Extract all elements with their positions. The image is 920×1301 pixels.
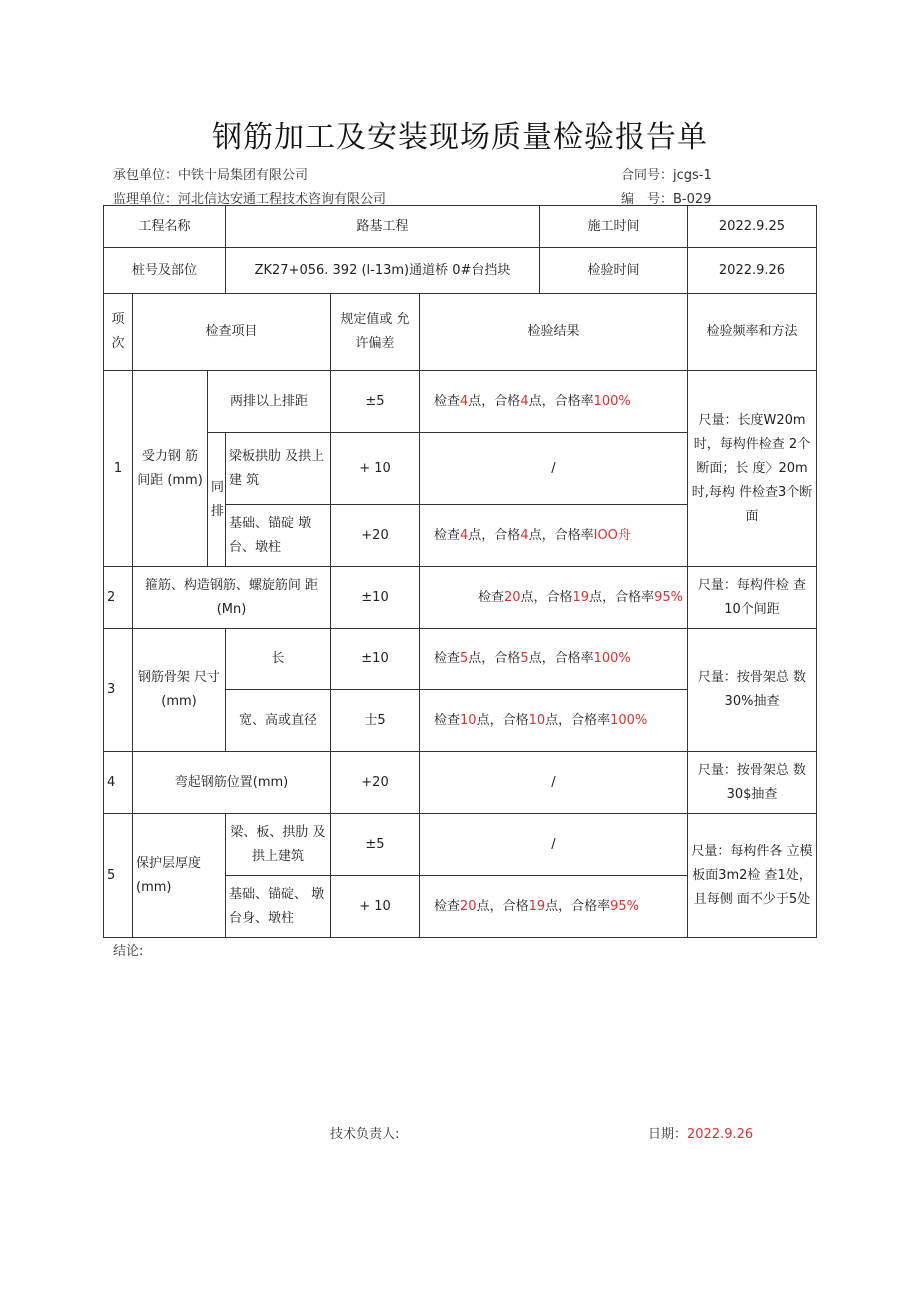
result-text: 点，合格率 xyxy=(528,527,594,543)
method-3: 尺量：按骨架总 数30%抽查 xyxy=(688,629,817,752)
col-item-no: 项次 xyxy=(104,294,133,371)
report-title: 钢筋加工及安装现场质量检验报告单 xyxy=(212,120,708,155)
project-name-value: 路基工程 xyxy=(226,206,540,248)
result-text: 检查 xyxy=(434,393,461,409)
col-method: 检验频率和方法 xyxy=(688,294,817,371)
result-rate: 100% xyxy=(610,712,648,728)
contract-no-line xyxy=(621,164,712,183)
sub-item-1a: 两排以上排距 xyxy=(208,371,331,433)
construction-time-label: 施工时间 xyxy=(540,206,688,248)
result-text: 点，合格 xyxy=(468,651,521,666)
sub-item-1b: 梁板拱肋 及拱上建 筑 xyxy=(226,433,331,505)
result-count: 20 xyxy=(503,589,521,605)
item-no-2: 2 xyxy=(104,567,133,629)
item-no-5: 5 xyxy=(104,814,133,938)
sub-item-1c: 基础、锚碇 墩台、墩柱 xyxy=(226,505,331,567)
contract-no-label: 合同号： xyxy=(621,168,674,183)
tolerance-4: +20 xyxy=(331,752,420,814)
result-1c xyxy=(420,505,688,567)
method-2: 尺量：每构件检 查10个间距 xyxy=(688,567,817,629)
table-row xyxy=(104,814,817,876)
result-count: 5 xyxy=(460,651,469,666)
result-4: / xyxy=(420,752,688,814)
result-text: 检查 xyxy=(434,651,461,666)
result-pass: 10 xyxy=(528,712,546,728)
result-text: 检查 xyxy=(434,712,461,728)
sub-item-5a: 梁、板、拱肋 及拱上建筑 xyxy=(226,814,331,876)
date-line xyxy=(648,1123,753,1142)
result-rate: 95% xyxy=(610,898,640,914)
method-1: 尺量：长度W20m 时，每构件检查 2个断面；长 度〉20m时,每构 件检查3个断面 xyxy=(688,371,817,567)
result-1a xyxy=(420,371,688,433)
sub-item-5b: 基础、锚碇、 墩台身、墩柱 xyxy=(226,876,331,938)
table-row xyxy=(104,752,817,814)
result-text: 点，合格率 xyxy=(528,651,594,666)
inspection-time-value: 2022.9.26 xyxy=(688,248,817,294)
item-name-4: 弯起钢筋位置(mm) xyxy=(133,752,331,814)
item-no-1: 1 xyxy=(104,371,133,567)
result-count: 10 xyxy=(460,712,477,728)
result-rate: IOO舟 xyxy=(593,527,631,543)
info-row-location xyxy=(104,248,817,294)
location-label: 桩号及部位 xyxy=(104,248,226,294)
result-pass: 19 xyxy=(572,589,590,605)
tolerance-1a: ±5 xyxy=(331,371,420,433)
result-rate: 100% xyxy=(593,393,631,409)
result-5b xyxy=(420,876,688,938)
item-name-2: 箍筋、构造钢筋、螺旋筋间 距(Mn) xyxy=(133,567,331,629)
serial-no-label: 编 号： xyxy=(621,192,674,207)
contract-no-value: jcgs-1 xyxy=(673,168,712,183)
result-pass: 5 xyxy=(520,651,529,666)
result-pass: 19 xyxy=(528,898,546,914)
info-row-project xyxy=(104,206,817,248)
col-tolerance: 规定值或 允许偏差 xyxy=(331,294,420,371)
result-text: 点，合格 xyxy=(476,898,529,914)
supervisor-value: 河北信达安通工程技术咨询有限公司 xyxy=(178,192,387,207)
result-rate: 100% xyxy=(593,651,631,666)
sub-item-3a: 长 xyxy=(226,629,331,690)
result-rate: 95% xyxy=(654,589,683,605)
result-text: 点，合格 xyxy=(520,589,573,605)
result-text: 检查 xyxy=(477,589,504,605)
result-text: 点，合格率 xyxy=(589,589,655,605)
construction-time-value: 2022.9.25 xyxy=(688,206,817,248)
item-no-4: 4 xyxy=(104,752,133,814)
result-count: 20 xyxy=(460,898,477,914)
item-no-3: 3 xyxy=(104,629,133,752)
tolerance-3a: ±10 xyxy=(331,629,420,690)
item-name-3: 钢筋骨架 尺寸(mm) xyxy=(133,629,226,752)
result-pass: 4 xyxy=(520,393,529,409)
method-5: 尺量：每构件各 立模板面3m2检 查1处，且每侧 面不少于5处 xyxy=(688,814,817,938)
result-text: 点，合格 xyxy=(476,712,529,728)
tolerance-2: ±10 xyxy=(331,567,420,629)
supervisor-label: 监理单位： xyxy=(113,192,179,207)
tolerance-1c: +20 xyxy=(331,505,420,567)
result-1b: / xyxy=(420,433,688,505)
table-row xyxy=(104,629,817,690)
result-text: 检查 xyxy=(434,527,461,543)
col-result: 检验结果 xyxy=(420,294,688,371)
result-count: 4 xyxy=(460,393,469,409)
result-3b xyxy=(420,690,688,752)
contractor-value: 中铁十局集团有限公司 xyxy=(178,168,309,183)
result-count: 4 xyxy=(460,527,469,543)
sub-item-3b: 宽、高或直径 xyxy=(226,690,331,752)
tolerance-5a: ±5 xyxy=(331,814,420,876)
table-row xyxy=(104,567,817,629)
tolerance-5b: + 10 xyxy=(331,876,420,938)
date-value: 2022.9.26 xyxy=(687,1127,754,1142)
result-text: 点，合格 xyxy=(468,393,521,409)
inspection-table xyxy=(103,205,817,938)
inspection-time-label: 检验时间 xyxy=(540,248,688,294)
result-text: 点，合格率 xyxy=(528,393,594,409)
tolerance-1b: + 10 xyxy=(331,433,420,505)
tech-lead-label: 技术负责人: xyxy=(330,1127,400,1142)
result-pass: 4 xyxy=(520,527,529,543)
item-name-5: 保护层厚度(mm) xyxy=(133,814,226,938)
method-4: 尺量：按骨架总 数30$抽查 xyxy=(688,752,817,814)
project-name-label: 工程名称 xyxy=(104,206,226,248)
serial-no-value: B-029 xyxy=(673,192,712,207)
result-5a: / xyxy=(420,814,688,876)
item-name-1: 受力钢 筋间距 (mm) xyxy=(133,371,208,567)
date-label: 日期： xyxy=(648,1127,688,1142)
result-text: 点，合格率 xyxy=(545,712,611,728)
conclusion-label: 结论: xyxy=(113,944,144,959)
result-text: 检查 xyxy=(434,898,461,914)
result-2 xyxy=(420,567,688,629)
contractor-line xyxy=(113,164,308,183)
result-text: 点，合格率 xyxy=(545,898,611,914)
location-value: ZK27+056. 392 (l-13m)通道桥 0#台挡块 xyxy=(226,248,540,294)
result-3a xyxy=(420,629,688,690)
same-row-label: 同排 xyxy=(208,433,226,567)
column-header-row xyxy=(104,294,817,371)
tolerance-3b: 士5 xyxy=(331,690,420,752)
col-check-item: 检查项目 xyxy=(133,294,331,371)
contractor-label: 承包单位： xyxy=(113,168,179,183)
result-text: 点，合格 xyxy=(468,527,521,543)
table-row xyxy=(104,371,817,433)
